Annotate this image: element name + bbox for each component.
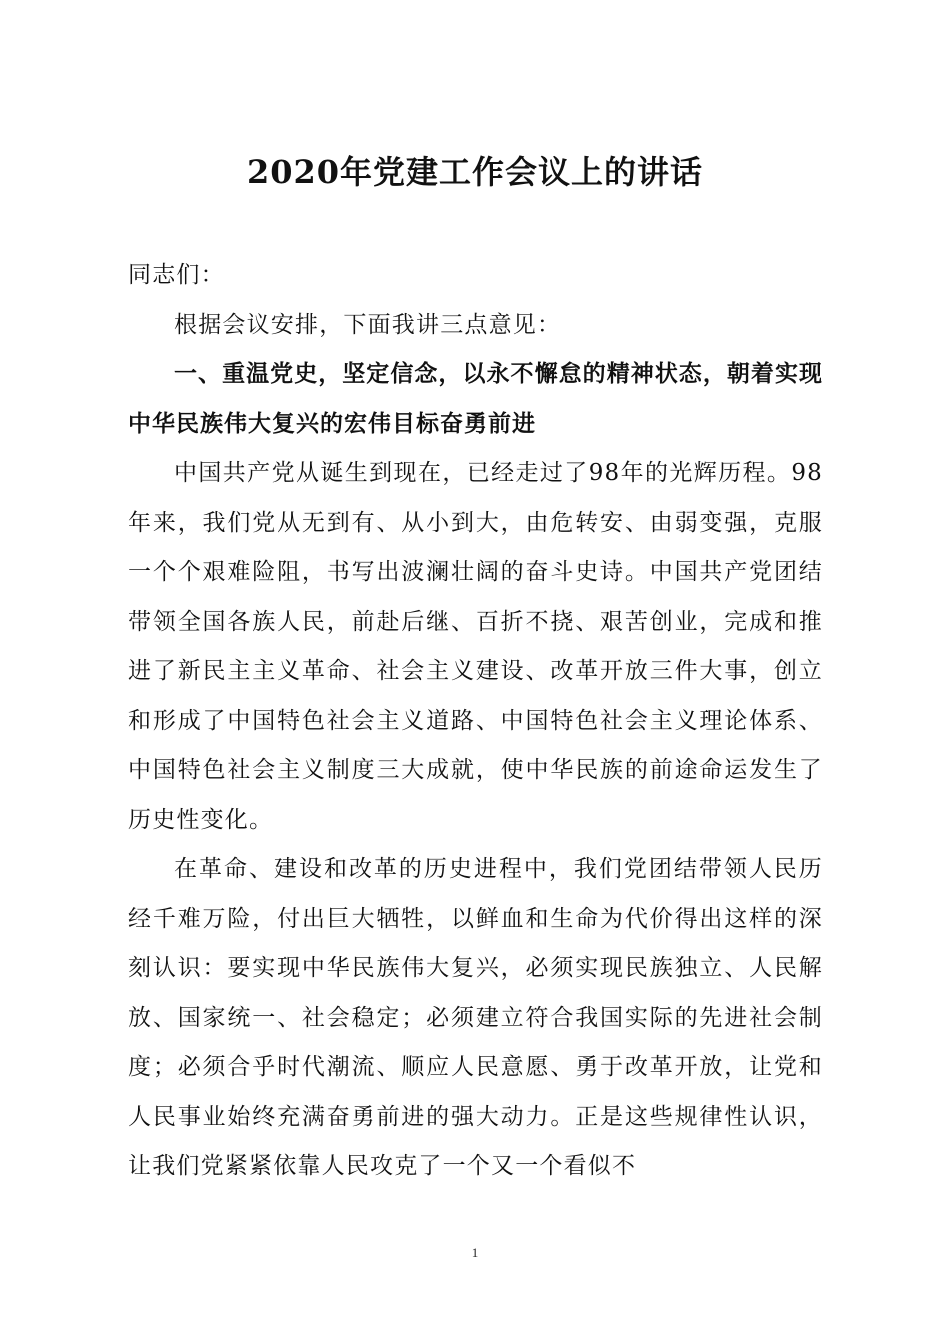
document-title: 2020年党建工作会议上的讲话 [246,153,704,191]
body-paragraph-2: 在革命、建设和改革的历史进程中，我们党团结带领人民历经千难万险，付出巨大牺牲，以鲜血和生命为代价得出这样的深刻认识：要实现中华民族伟大复兴，必须实现民族独立、人民解放、国家统一、社会稳定；必须建立符合我国实际的先进社会制度；必须合乎时代潮流、顺应人民意愿、勇于改革开放，让党和人民事业始终充满奋勇前进的强大动力。正是这些规律性认识，让我们党紧紧依靠人民攻克了一个又一个看似不 [128,856,823,1179]
salutation: 同志们： [128,262,225,288]
section-heading-1: 一、重温党史，坚定信念，以永不懈怠的精神状态，朝着实现中华民族伟大复兴的宏伟目标奋勇前进 [128,361,823,437]
page-number: 1 [471,1245,479,1260]
intro-paragraph: 根据会议安排，下面我讲三点意见： [174,311,562,338]
body-paragraph-1: 中国共产党从诞生到现在，已经走过了98年的光辉历程。98年来，我们党从无到有、从小到大，由危转安、由弱变强，克服一个个艰难险阻，书写出波澜壮阔的奋斗史诗。中国共产党团结带领全国各族人民，前赴后继、百折不挠、艰苦创业，完成和推进了新民主主义革命、社会主义建设、改革开放三件大事，创立和形成了中国特色社会主义道路、中国特色社会主义理论体系、中国特色社会主义制度三大成就，使中华民族的前途命运发生了历史性变化。 [128,460,823,833]
document-body [128,251,823,1192]
